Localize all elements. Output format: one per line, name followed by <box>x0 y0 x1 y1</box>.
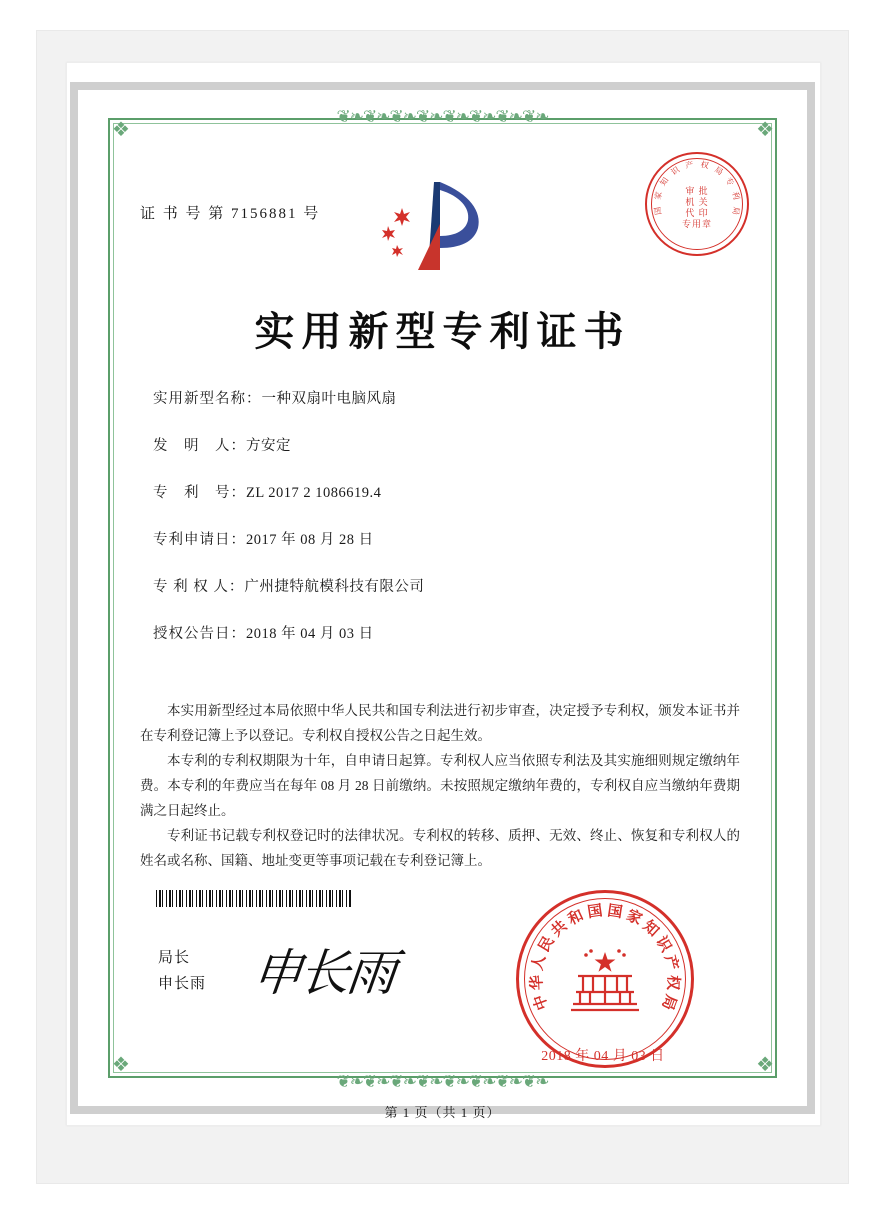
seal-arc-char: 权 <box>664 974 683 991</box>
cnipa-logo-icon <box>378 178 508 274</box>
field-label: 专 利 号： <box>153 485 246 501</box>
certificate-number: 证 书 号 第 7156881 号 <box>140 206 321 222</box>
seal-arc-char: 共 <box>547 916 571 941</box>
certificate-document <box>78 90 807 1120</box>
seal-arc-char: 识 <box>669 165 682 177</box>
seal-center-text: 审 批 机 关 代 印 专用章 <box>681 186 712 229</box>
field-value: 一种双扇叶电脑风扇 <box>261 391 397 407</box>
paragraph-term-fees: 本专利的专利权期限为十年，自申请日起算。专利权人应当依照专利法及其实施细则规定缴纳年费。本专利的年费应当在每年 08 月 28 日前缴纳。未按照规定缴纳年费的，专利权自应当缴纳年费期满之日起终止。 <box>140 753 740 818</box>
field-value: 2017 年 08 月 28 日 <box>246 532 374 548</box>
signature-block <box>158 945 206 997</box>
field-value: 广州捷特航模科技有限公司 <box>244 579 425 595</box>
seal-date: 2018 年 04 月 03 日 <box>541 1049 665 1064</box>
seal-arc-char: 民 <box>534 932 558 956</box>
seal-arc-char: 利 <box>730 190 741 201</box>
seal-arc-char: 国 <box>652 206 664 216</box>
page-title: 实用新型专利证书 <box>254 308 631 355</box>
seal-arc-char: 人 <box>527 953 550 973</box>
field-row-patentee <box>153 575 733 596</box>
field-value: ZL 2017 2 1086619.4 <box>246 485 382 501</box>
field-value: 方安定 <box>246 438 291 454</box>
seal-arc-char: 局 <box>730 206 742 216</box>
barcode <box>156 890 351 907</box>
paragraph-register: 专利证书记载专利权登记时的法律状况。专利权的转移、质押、无效、终止、恢复和专利权人的姓名或名称、国籍、地址变更等事项记载在专利登记簿上。 <box>140 828 740 868</box>
page-footer: 第 1 页（共 1 页） <box>384 1105 501 1120</box>
field-value: 2018 年 04 月 03 日 <box>246 626 374 642</box>
seal-arc-char: 知 <box>639 916 663 941</box>
seal-arc-char: 华 <box>527 974 546 991</box>
field-row-grant-date <box>153 622 733 643</box>
seal-arc-char: 家 <box>623 905 646 929</box>
director-role-label: 局长 <box>158 950 191 966</box>
seal-arc-char: 中 <box>529 992 552 1013</box>
field-label: 实用新型名称： <box>153 391 262 407</box>
corner-ornament-bottom-right: ❖ <box>756 1054 773 1076</box>
seal-arc-char: 局 <box>658 992 681 1013</box>
seal-arc-char: 局 <box>712 165 725 177</box>
seal-arc-char: 国 <box>586 901 604 922</box>
seal-arc-char: 产 <box>684 160 695 171</box>
national-ip-administration-seal <box>516 890 694 1068</box>
border-ornament-top: ❦❧❦❧❦❧❦❧❦❧❦❧❦❧❦❧ <box>336 107 549 126</box>
border-ornament-bottom: ❦❧❦❧❦❧❦❧❦❧❦❧❦❧❦❧ <box>336 1072 549 1091</box>
seal-arc-char: 家 <box>653 190 664 201</box>
corner-ornament-top-left: ❖ <box>112 119 129 141</box>
seal-arc-char: 和 <box>564 905 587 929</box>
field-label: 授权公告日： <box>153 626 246 642</box>
field-label: 发 明 人： <box>153 438 246 454</box>
seal-arc-char: 专 <box>723 175 736 188</box>
field-label: 专利申请日： <box>153 532 246 548</box>
field-row-patent-number <box>153 481 733 502</box>
legal-text-block <box>140 698 740 873</box>
seal-arc-char: 国 <box>606 901 624 922</box>
field-label: 专 利 权 人： <box>153 579 245 595</box>
corner-ornament-bottom-left: ❖ <box>112 1054 129 1076</box>
seal-arc-char: 知 <box>658 175 671 188</box>
field-row-application-date <box>153 528 733 549</box>
field-row-inventor <box>153 434 733 455</box>
handwritten-signature: 申长雨 <box>249 944 397 1002</box>
seal-arc-char: 权 <box>699 160 710 171</box>
seal-arc-char: 产 <box>660 953 683 973</box>
field-list <box>153 387 733 669</box>
director-name-label: 申长雨 <box>158 976 207 992</box>
field-row-utility-model-name <box>153 387 733 408</box>
seal-arc-char: 识 <box>652 932 676 956</box>
paragraph-grant: 本实用新型经过本局依照中华人民共和国专利法进行初步审查，决定授予专利权，颁发本证书并在专利登记簿上予以登记。专利权自授权公告之日起生效。 <box>140 703 740 743</box>
national-emblem-icon <box>566 946 644 1018</box>
approval-authority-seal <box>645 152 749 256</box>
corner-ornament-top-right: ❖ <box>756 119 773 141</box>
